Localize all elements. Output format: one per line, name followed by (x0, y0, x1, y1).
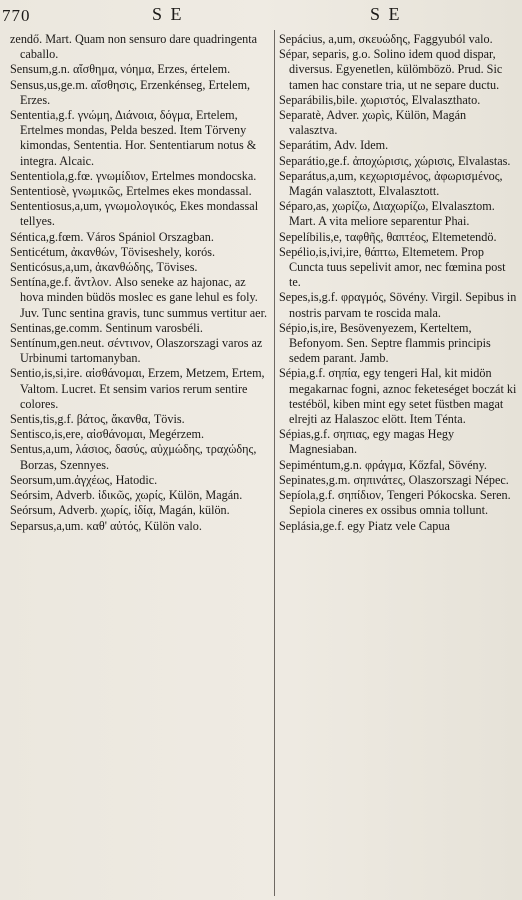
dictionary-entry: Separábilis,bile. χωριστός, Elvalaszthato. (279, 92, 481, 107)
dictionary-entry: Sentína,ge.f. ἄντλον. Also seneke az hajonac, az hova minden büdös moslec es gane lehul es foly. Juv. Tunc sentina gravis, tunc summus vertitur aer. (10, 275, 267, 320)
dictionary-entry: zendő. Mart. Quam non sensuro dare quadringenta caballo. (10, 32, 258, 62)
dictionary-entry: Sentus,a,um, λάσιος, δασύς, αὐχμώδης, τραχώδης, Borzas, Szennyes. (10, 442, 257, 472)
dictionary-entry: Sententiosè, γνωμικῶς, Ertelmes ekes mondassal. (10, 184, 252, 199)
dictionary-entry: Separatè, Adver. χωρὶς, Külön, Magán valasztva. (279, 108, 467, 138)
dictionary-entry: Sentio,is,si,ire. αἰσθάνομαι, Erzem, Metzem, Ertem, Valtom. Lucret. Et sensim varios rerum sentire colores. (10, 366, 265, 411)
dictionary-entry: Sententiosus,a,um, γνωμολογικός, Ekes mondassal tellyes. (10, 199, 259, 229)
dictionary-entry: Séntica,g.fœm. Város Spániol Orszagban. (10, 229, 214, 244)
dictionary-entry: Seorsum,um.ἀγχέως, Hatodic. (10, 472, 158, 487)
column-divider (274, 30, 275, 896)
dictionary-entry: Separátio,ge.f. ἀποχώρισις, χώρισις, Elvalastas. (279, 153, 511, 168)
dictionary-entry: Senticósus,a,um, ἀκανθώδης, Tövises. (10, 260, 198, 275)
dictionary-entry: Seórsum, Adverb. χωρίς, ἰδίᾳ, Magán, külön. (10, 503, 230, 518)
dictionary-entry: Sepíola,g.f. σηπίδιον, Tengeri Pókocska. Seren. Sepiola cineres ex ossibus omnia tollunt. (279, 488, 511, 518)
dictionary-entry: Sepes,is,g.f. φραγμός, Sövény. Virgil. Sepibus in nostris parvam te roscida mala. (279, 290, 517, 320)
right-column (279, 32, 517, 896)
dictionary-entry: Sentínum,gen.neut. σέντινον, Olaszorszagi varos az Urbinumi tartomanyban. (10, 336, 263, 366)
dictionary-entry: Sépias,g.f. σηπιας, egy magas Hegy Magnesiaban. (279, 427, 455, 457)
dictionary-entry: Sensum,g.n. αἴσθημα, νόημα, Erzes, értelem. (10, 62, 231, 77)
dictionary-entry: Sensus,us,ge.m. αἴσθησις, Erzenkénseg, Ertelem, Erzes. (10, 77, 251, 107)
left-column (10, 32, 272, 896)
dictionary-entry: Separátus,a,um, κεχωρισμένος, ἀφωρισμένος, Magán valasztott, Elvalasztott. (279, 168, 503, 199)
dictionary-entry: Seórsim, Adverb. ἰδικῶς, χωρίς, Külön, Magán. (10, 488, 243, 503)
dictionary-entry: Sepácius, a,um, σκευώδης, Faggyuból valo. (279, 32, 493, 46)
dictionary-entry: Sepiméntum,g.n. φράγμα, Kőzfal, Sövény. (279, 457, 487, 472)
dictionary-entry: Separsus,a,um. καθ' αὐτός, Külön valo. (10, 518, 202, 533)
dictionary-entry: Sépar, separis, g.o. Solino idem quod dispar, diversus. Egyenetlen, külömbözö. Prud. Sic tamen hac constare tria, ut ne separe ductu. (279, 47, 503, 92)
dictionary-entry: Sentinas,ge.comm. Sentinum varosbéli. (10, 320, 203, 335)
right-guide-letters: S E (370, 4, 402, 24)
dictionary-entry: Sepélio,is,ivi,ire, θάπτω, Eltemetem. Prop Cuncta tuus sepelivit amor, nec fœmina post te. (279, 244, 506, 290)
page-header (0, 4, 522, 28)
dictionary-entry: Sententia,g.f. γνώμη, Διάνοια, δόγμα, Ertelem, Ertelmes mondas, Pelda beszed. Item Törveny kimondas, Sententia. Hor. Sententiarum notus & integra. Alcaic. (10, 108, 257, 168)
page-number: 770 (2, 6, 31, 25)
dictionary-entry: Sentis,tis,g.f. βάτος, ἄκανθα, Tövis. (10, 412, 185, 427)
dictionary-entry: Sépio,is,ire, Besövenyezem, Kerteltem, Befonyom. Sen. Septre flammis principis sedem parant. Jamb. (279, 320, 491, 366)
dictionary-entry: Sentisco,is,ere, αἰσθάνομαι, Megérzem. (10, 427, 205, 442)
dictionary-entry: Seplásia,ge.f. egy Piatz vele Capua (279, 518, 450, 533)
left-guide-letters: S E (152, 4, 184, 24)
dictionary-entry: Separátim, Adv. Idem. (279, 138, 389, 153)
dictionary-entry: Sepinates,g.m. σηπινάτες, Olaszorszagi Népec. (279, 472, 509, 487)
dictionary-entry: Séparo,as, χωρίζω, Διαχωρίζω, Elvalasztom. Mart. A vita meliore separentur Phai. (279, 199, 495, 229)
dictionary-entry: Sépia,g.f. σηπία, egy tengeri Hal, kit midön megakarnac fogni, aznoc feketeséget boczát ki testéböl, kiben mint egy setet füstben magat elrejti az Halaszoc elött. Item Ténta. (279, 366, 517, 427)
dictionary-entry: Sententiola,g.fœ. γνωμίδιον, Ertelmes mondocska. (10, 168, 257, 183)
dictionary-entry: Sepelíbilis,e, ταφθῆς, θαπτέος, Eltemetendö. (279, 229, 497, 244)
dictionary-entry: Senticétum, ἀκανθών, Töviseshely, korós. (10, 244, 216, 259)
